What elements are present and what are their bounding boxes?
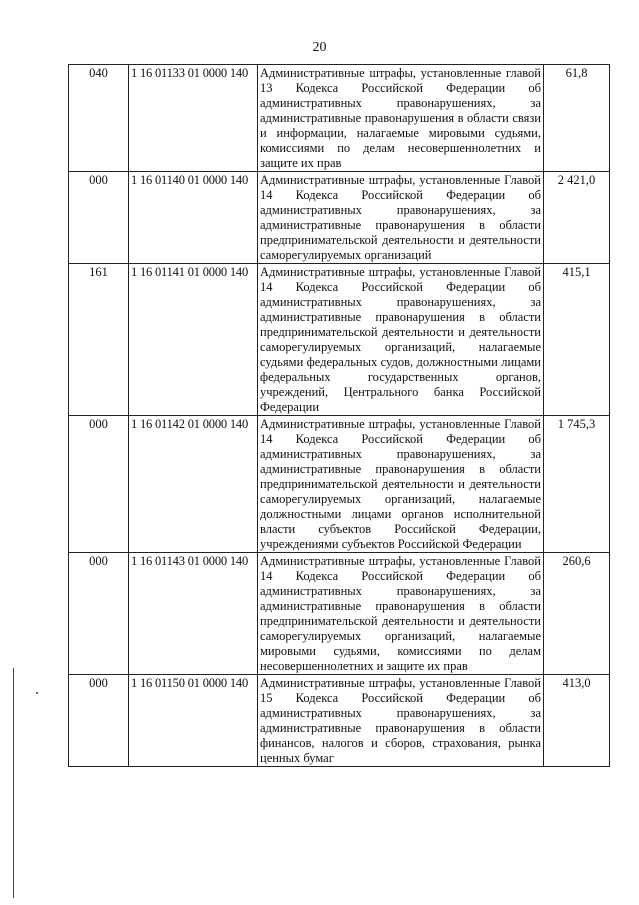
admin-code-cell: 000 [69,675,129,767]
revenue-description-cell: Административные штрафы, установленные Главой 14 Кодекса Российской Федерации об административных правонарушениях, за административные правонарушения в области предпринимательской деятельности и деятельности саморегулируемых организаций, налагаемые должностными лицами органов исполнительной власти субъектов Российской Федерации, учреждениями субъектов Российской Федерации [258,416,544,553]
budget-revenue-table [68,64,610,767]
amount-cell: 415,1 [544,264,610,416]
table-row [69,675,610,767]
budget-classification-code-cell: 1 16 01140 01 0000 140 [129,172,258,264]
table-row [69,416,610,553]
table-row [69,264,610,416]
amount-cell: 413,0 [544,675,610,767]
revenue-description-cell: Административные штрафы, установленные Главой 14 Кодекса Российской Федерации об административных правонарушениях, за административные правонарушения в области предпринимательской деятельности и деятельности саморегулируемых организаций, налагаемые судьями федеральных судов, должностными лицами федеральных государственных органов, учреждений, Центрального банка Российской Федерации [258,264,544,416]
scan-speck [36,692,38,694]
revenue-description-cell: Административные штрафы, установленные Главой 15 Кодекса Российской Федерации об административных правонарушениях, за административные правонарушения в области финансов, налогов и сборов, страхования, рынка ценных бумаг [258,675,544,767]
budget-classification-code-cell: 1 16 01142 01 0000 140 [129,416,258,553]
table-row [69,172,610,264]
amount-cell: 1 745,3 [544,416,610,553]
admin-code-cell: 040 [69,65,129,172]
budget-classification-code-cell: 1 16 01143 01 0000 140 [129,553,258,675]
page-number: 20 [312,40,327,55]
budget-classification-code-cell: 1 16 01150 01 0000 140 [129,675,258,767]
admin-code-cell: 000 [69,416,129,553]
revenue-description-cell: Административные штрафы, установленные Главой 14 Кодекса Российской Федерации об административных правонарушениях, за административные правонарушения в области предпринимательской деятельности и деятельности саморегулируемых организаций [258,172,544,264]
admin-code-cell: 000 [69,553,129,675]
table-row [69,553,610,675]
amount-cell: 260,6 [544,553,610,675]
revenue-description-cell: Административные штрафы, установленные главой 13 Кодекса Российской Федерации об административных правонарушениях, за административные правонарушения в области связи и информации, налагаемые мировыми судьями, комиссиями по делам несовершеннолетних и защите их прав [258,65,544,172]
budget-classification-code-cell: 1 16 01133 01 0000 140 [129,65,258,172]
amount-cell: 61,8 [544,65,610,172]
admin-code-cell: 000 [69,172,129,264]
admin-code-cell: 161 [69,264,129,416]
scan-edge-line [13,668,14,898]
table-row [69,65,610,172]
revenue-description-cell: Административные штрафы, установленные Главой 14 Кодекса Российской Федерации об административных правонарушениях, за административные правонарушения в области предпринимательской деятельности и деятельности саморегулируемых организаций, налагаемые мировыми судьями, комиссиями по делам несовершеннолетних и защите их прав [258,553,544,675]
budget-classification-code-cell: 1 16 01141 01 0000 140 [129,264,258,416]
amount-cell: 2 421,0 [544,172,610,264]
